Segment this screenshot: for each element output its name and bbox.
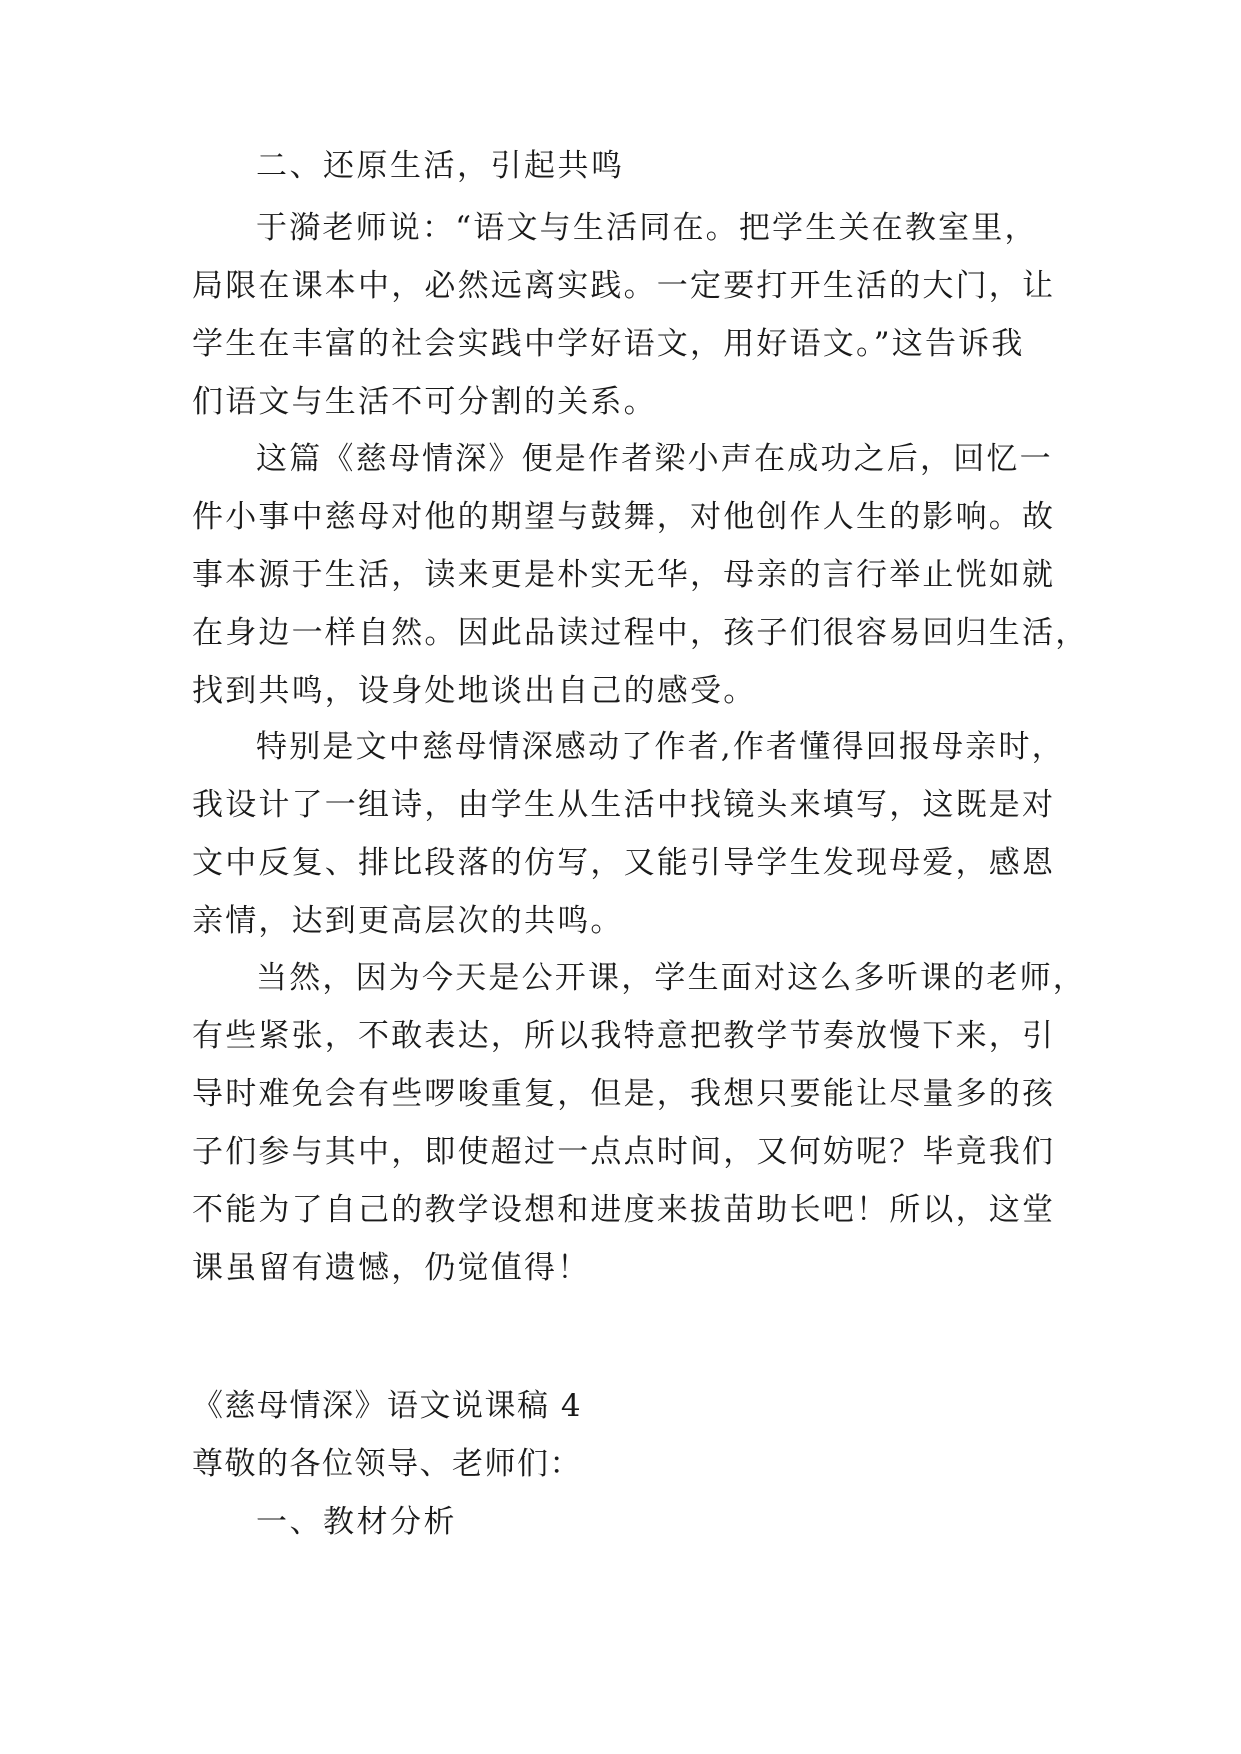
- paragraph-line: 我设计了一组诗，由学生从生活中找镜头来填写，这既是对: [192, 787, 1056, 823]
- paragraph-line: 当然，因为今天是公开课，学生面对这么多听课的老师，: [256, 960, 1086, 996]
- paragraph-line: 在身边一样自然。因此品读过程中，孩子们很容易回归生活，: [192, 615, 1089, 651]
- section-heading-return-to-life: 二、还原生活，引起共鸣: [256, 148, 625, 184]
- paragraph-poem-design: [192, 718, 1065, 950]
- paragraph-line: 学生在丰富的社会实践中学好语文，用好语文。”这告诉我: [192, 326, 1025, 362]
- paragraph-line: 件小事中慈母对他的期望与鼓舞，对他创作人生的影响。故: [192, 499, 1056, 535]
- paragraph-line: 事本源于生活，读来更是朴实无华，母亲的言行举止恍如就: [192, 557, 1056, 593]
- paragraph-line: 找到共鸣，设身处地谈出自己的感受。: [192, 673, 757, 709]
- paragraph-line: 们语文与生活不可分割的关系。: [192, 384, 657, 420]
- paragraph-line: 于漪老师说：“语文与生活同在。把学生关在教室里，: [256, 210, 1038, 246]
- section-heading-textbook-analysis: 一、教材分析: [256, 1504, 457, 1540]
- paragraph-line: 课虽留有遗憾，仍觉值得！: [192, 1250, 591, 1286]
- paragraph-line: 文中反复、排比段落的仿写，又能引导学生发现母爱，感恩: [192, 845, 1056, 881]
- paragraph-line: 子们参与其中，即使超过一点点时间，又何妨呢？毕竟我们: [192, 1134, 1056, 1170]
- paragraph-story-from-life: [192, 430, 1089, 720]
- paragraph-line: 亲情，达到更高层次的共鸣。: [192, 903, 624, 939]
- paragraph-open-class: [192, 949, 1086, 1297]
- paragraph-line: 特别是文中慈母情深感动了作者,作者懂得回报母亲时，: [256, 729, 1065, 765]
- paragraph-line: 这篇《慈母情深》便是作者梁小声在成功之后，回忆一: [256, 441, 1053, 477]
- paragraph-yu-yi-quote: [192, 199, 1056, 431]
- paragraph-line: 有些紧张，不敢表达，所以我特意把教学节奏放慢下来，引: [192, 1018, 1056, 1054]
- paragraph-line: 导时难免会有些啰唆重复，但是，我想只要能让尽量多的孩: [192, 1076, 1056, 1112]
- document-title: 《慈母情深》语文说课稿 4: [192, 1388, 583, 1424]
- paragraph-line: 局限在课本中，必然远离实践。一定要打开生活的大门，让: [192, 268, 1056, 304]
- greeting: 尊敬的各位领导、老师们：: [192, 1446, 582, 1482]
- paragraph-line: 不能为了自己的教学设想和进度来拔苗助长吧！所以，这堂: [192, 1192, 1056, 1228]
